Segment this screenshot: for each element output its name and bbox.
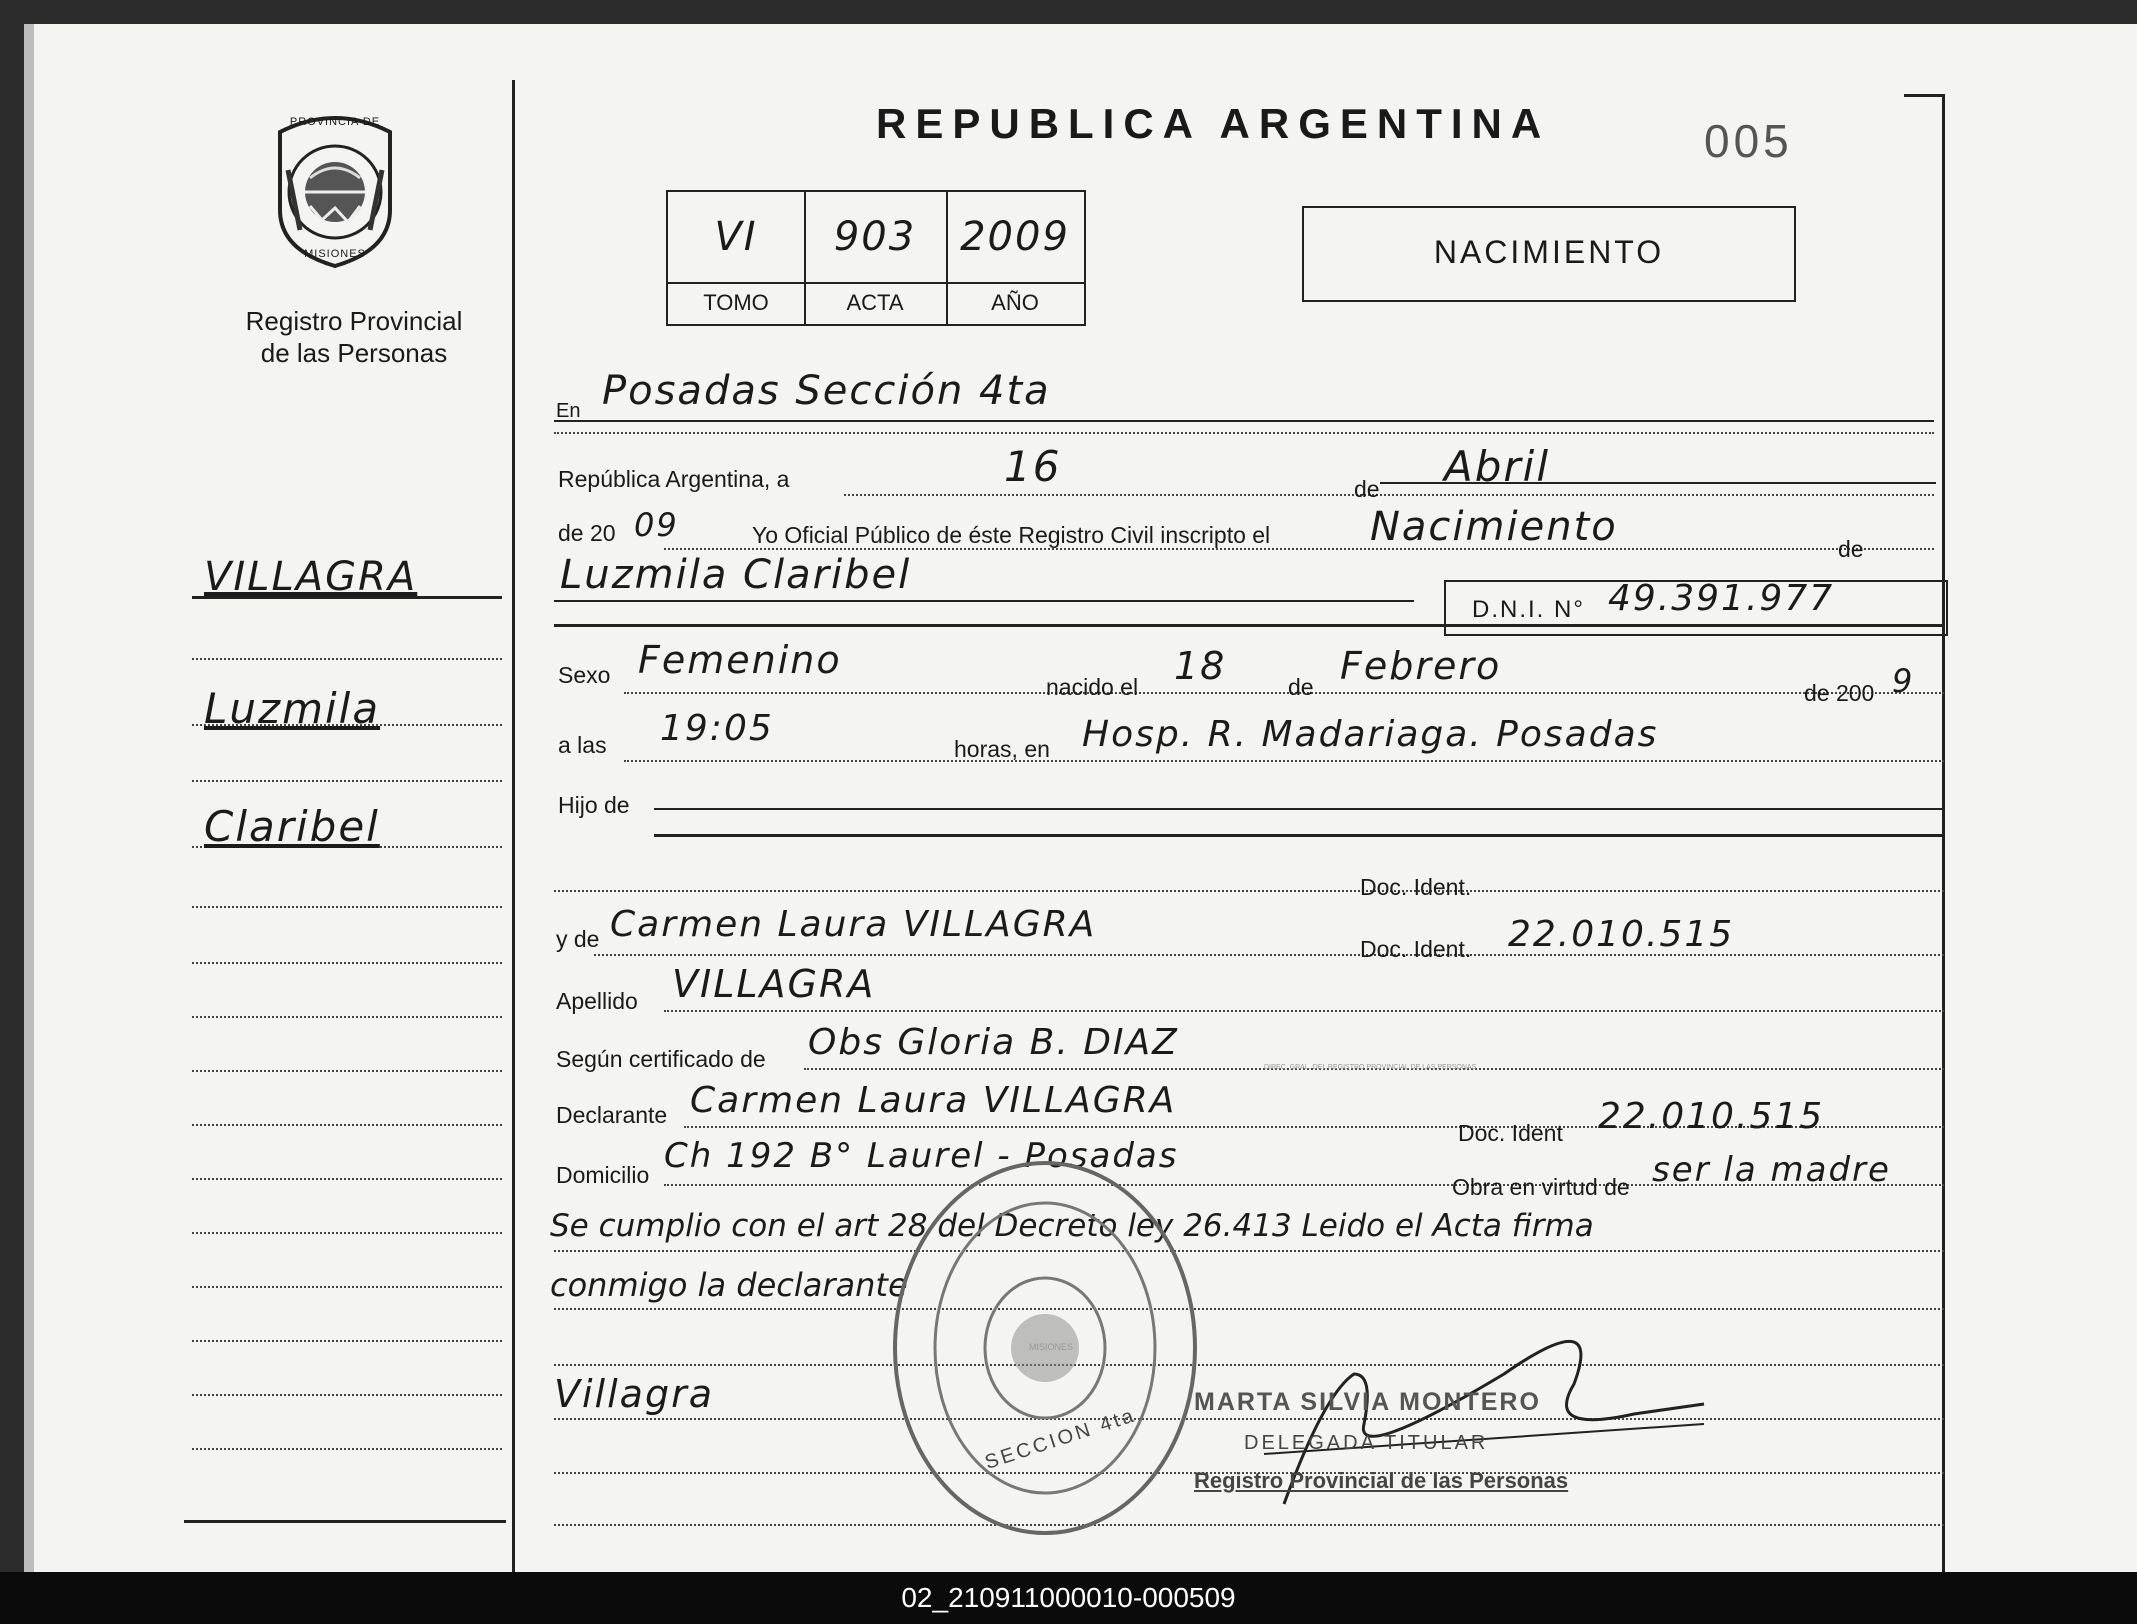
- margin-line: [192, 658, 502, 660]
- form-line: [554, 1250, 1944, 1252]
- time-value: 19:05: [660, 708, 774, 749]
- record-type-box: [1302, 206, 1796, 302]
- domicilio-value: Ch 192 B° Laurel - Posadas: [664, 1136, 1179, 1176]
- de-label: de: [1354, 476, 1380, 502]
- yde-label: y de: [556, 926, 600, 952]
- birth-month: Febrero: [1340, 644, 1502, 688]
- margin-line: [192, 780, 502, 782]
- misiones-emblem-icon: [260, 110, 410, 270]
- declarante-value: Carmen Laura VILLAGRA: [690, 1080, 1177, 1121]
- margin-line: [192, 1016, 502, 1018]
- inscripto-value: Nacimiento: [1370, 504, 1618, 550]
- en-label: En: [556, 400, 581, 422]
- tomo-label: TOMO: [703, 290, 769, 315]
- place-value: Hosp. R. Madariaga. Posadas: [1082, 714, 1659, 755]
- form-line: [554, 1308, 1944, 1310]
- record-type: NACIMIENTO: [1433, 234, 1665, 270]
- obra-label: Obra en virtud de: [1452, 1174, 1630, 1200]
- republica-label: República Argentina, a: [558, 466, 790, 492]
- form-line: [554, 420, 1934, 422]
- document-page: [24, 24, 2137, 1572]
- form-line: [554, 432, 1934, 434]
- en-value: Posadas Sección 4ta: [602, 368, 1051, 414]
- form-line: [624, 760, 1944, 762]
- certificado-value: Obs Gloria B. DIAZ: [808, 1022, 1179, 1063]
- sexo-label: Sexo: [558, 662, 611, 688]
- form-line: [624, 692, 1944, 694]
- de-label-3: de: [1288, 674, 1314, 700]
- oficial-text: Yo Oficial Público de éste Registro Civil inscripto el: [752, 522, 1271, 548]
- margin-line: [192, 962, 502, 964]
- alas-label: a las: [558, 732, 607, 758]
- horas-label: horas, en: [954, 736, 1050, 762]
- doc-ident-label: Doc. Ident.: [1360, 874, 1472, 900]
- margin-line: [192, 1178, 502, 1180]
- emblem-top-text: PROVINCIA DE: [289, 116, 381, 128]
- declarant-signature: Villagra: [554, 1372, 714, 1416]
- anio-label: AÑO: [991, 290, 1039, 315]
- birth-day: 18: [1174, 644, 1227, 688]
- dni-value: 49.391.977: [1608, 578, 1835, 619]
- margin-line: [192, 906, 502, 908]
- right-border-corner: [1904, 94, 1944, 97]
- record-number-box: [666, 190, 1086, 326]
- segun-label: Según certificado de: [556, 1046, 766, 1072]
- year-prefix-label: de 20: [558, 520, 616, 546]
- seal-text: DIREC. GRAL. DEL REGISTRO PROVINCIAL DE LAS PERSONAS: [1264, 1064, 1477, 1071]
- form-line: [664, 1010, 1944, 1012]
- tomo-value: VI: [714, 214, 758, 260]
- page-number: 005: [1704, 115, 1793, 167]
- margin-line: [184, 1520, 506, 1523]
- official-title: DELEGADA TITULAR: [1244, 1432, 1489, 1454]
- form-line: [554, 1524, 1944, 1526]
- acta-label: ACTA: [846, 290, 904, 315]
- acta-value: 903: [833, 214, 917, 260]
- day-value: 16: [1004, 442, 1062, 491]
- declarante-doc: 22.010.515: [1598, 1096, 1825, 1137]
- page-binding-edge: [24, 24, 34, 1572]
- margin-line: [192, 1394, 502, 1396]
- right-border: [1942, 94, 1945, 1572]
- left-column-border: [512, 80, 515, 1572]
- document-title: REPUBLICA ARGENTINA: [876, 100, 1551, 147]
- year-value: 09: [634, 506, 679, 544]
- hijo-label: Hijo de: [558, 792, 630, 818]
- official-name: MARTA SILVIA MONTERO: [1194, 1388, 1541, 1416]
- form-line: [654, 808, 1944, 810]
- declarante-label: Declarante: [556, 1102, 668, 1128]
- form-line: [654, 834, 1944, 837]
- sexo-value: Femenino: [638, 638, 842, 682]
- apellido-label: Apellido: [556, 988, 638, 1014]
- month-value: Abril: [1444, 442, 1550, 491]
- anio-value: 2009: [960, 214, 1070, 260]
- form-line: [844, 494, 1934, 496]
- birth-year-prefix: de 200: [1804, 680, 1875, 706]
- document-id-footer: 02_210911000010-000509: [0, 1572, 2137, 1624]
- agency-name-line1: Registro Provincial: [245, 306, 463, 336]
- margin-surname: VILLAGRA: [204, 554, 418, 600]
- margin-line: [192, 1070, 502, 1072]
- mother-name: Carmen Laura VILLAGRA: [610, 904, 1097, 945]
- dni-label: D.N.I. N°: [1472, 596, 1585, 623]
- margin-line: [192, 1124, 502, 1126]
- child-name: Luzmila Claribel: [560, 552, 912, 598]
- margin-line: [192, 1232, 502, 1234]
- domicilio-label: Domicilio: [556, 1162, 650, 1188]
- seal-inner: MISIONES: [1029, 1342, 1074, 1352]
- obra-value: ser la madre: [1652, 1150, 1891, 1190]
- margin-line: [192, 1448, 502, 1450]
- apellido-value: VILLAGRA: [672, 962, 876, 1006]
- seal-section: SECCION 4ta: [982, 1404, 1139, 1474]
- note-line-1: Se cumplio con el art 28 del Decreto ley 26.413 Leido el Acta firma: [550, 1208, 1594, 1244]
- form-line: [554, 890, 1944, 892]
- margin-line: [192, 1340, 502, 1342]
- birth-year-value: 9: [1892, 662, 1915, 700]
- nacido-label: nacido el: [1046, 674, 1139, 700]
- note-line-2: conmigo la declarante: [550, 1266, 908, 1304]
- margin-first-name: Luzmila: [204, 684, 381, 733]
- margin-second-name: Claribel: [204, 802, 380, 851]
- form-line: [594, 954, 1944, 956]
- doc-ident-label-3: Doc. Ident: [1458, 1120, 1563, 1146]
- emblem-bottom-text: MISIONES: [304, 248, 366, 260]
- form-line: [554, 600, 1414, 602]
- agency-name-line2: de las Personas: [260, 338, 448, 368]
- doc-ident-label-2: Doc. Ident.: [1360, 936, 1472, 962]
- dni-box: [1444, 580, 1948, 636]
- mother-doc: 22.010.515: [1508, 914, 1735, 955]
- de-label-2: de: [1838, 536, 1864, 562]
- margin-line: [192, 1286, 502, 1288]
- official-office: Registro Provincial de las Personas: [1194, 1468, 1569, 1493]
